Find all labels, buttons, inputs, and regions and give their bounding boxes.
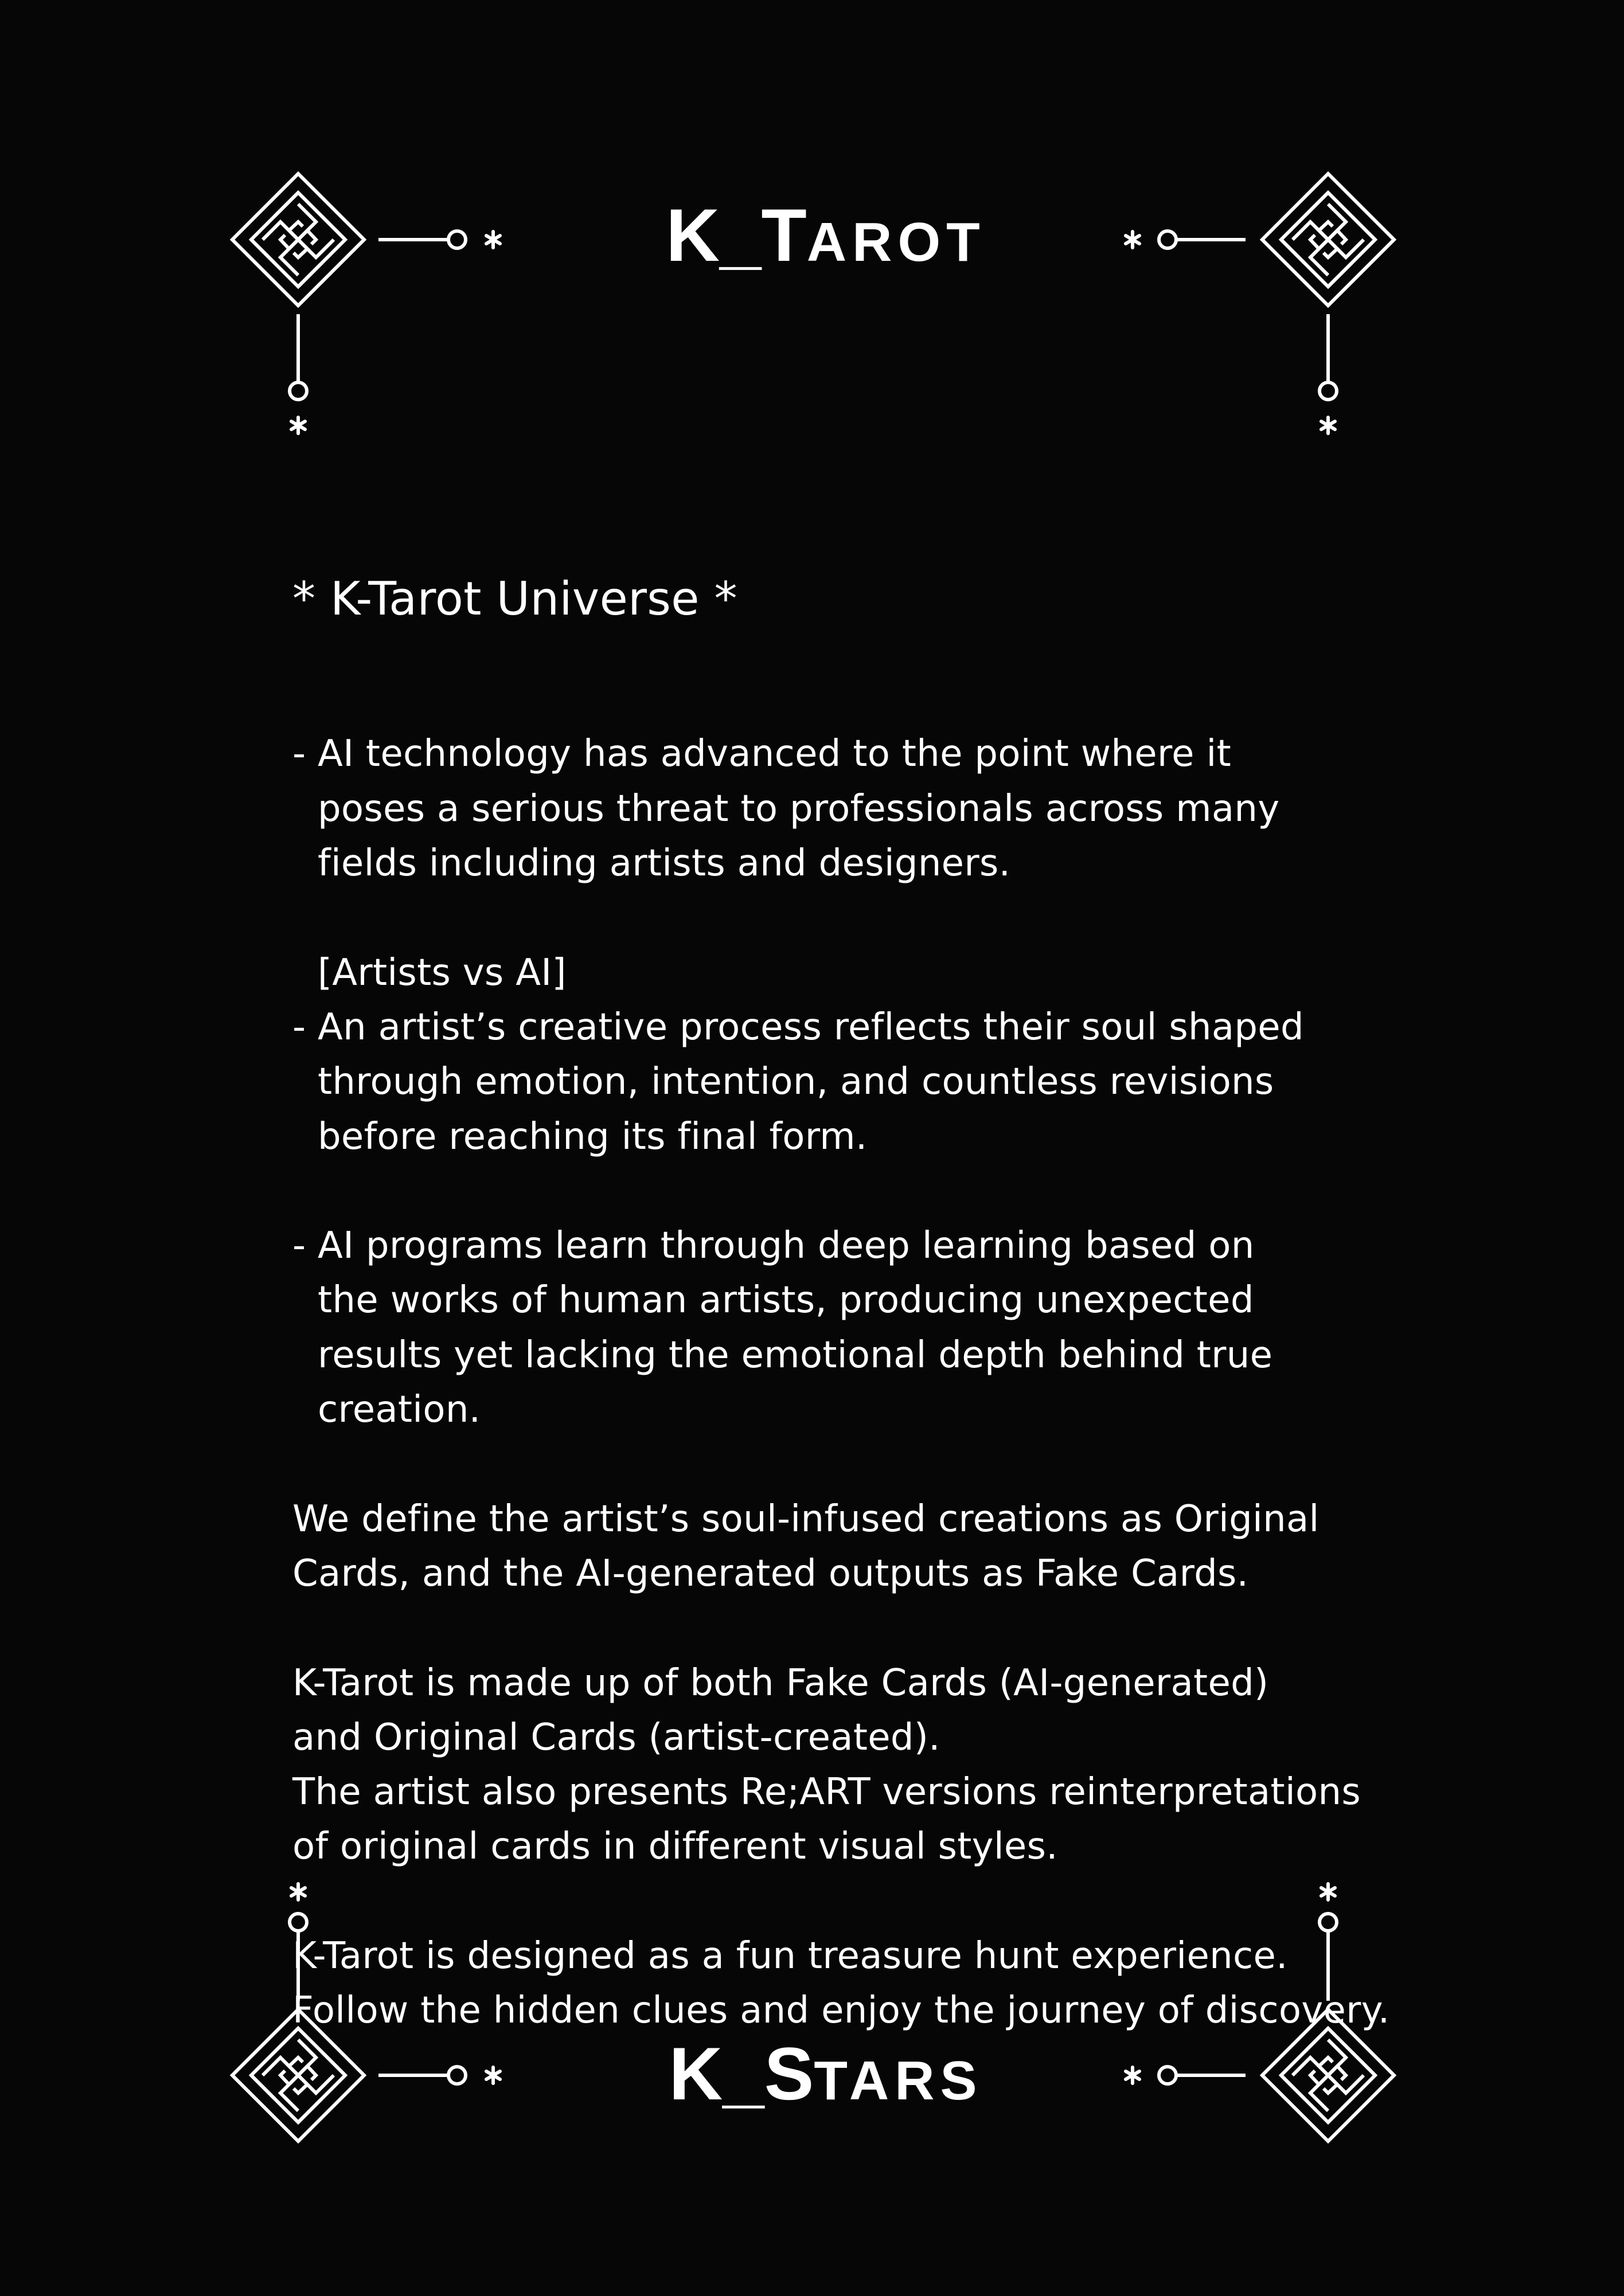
body-line: K-Tarot is made up of both Fake Cards (AI-generated) (292, 1661, 1269, 1704)
asterisk-icon (1126, 2067, 1139, 2083)
body-line: We define the artist’s soul-infused creations as Original (292, 1497, 1320, 1540)
body-line: K-Tarot is designed as a fun treasure hunt experience. (292, 1935, 1288, 1978)
body-line: - AI programs learn through deep learning based on (292, 1225, 1255, 1268)
body-line: - AI technology has advanced to the point where it (292, 733, 1231, 776)
title-initial: K (666, 193, 720, 277)
asterisk-icon (1126, 232, 1139, 248)
asterisk-icon (486, 232, 500, 248)
knot-icon (1262, 2009, 1394, 2141)
body-line: - An artist’s creative process reflects their soul shaped (292, 1006, 1304, 1049)
title-word-initial: T (761, 193, 807, 277)
body-line: The artist also presents Re;ART versions reinterpretations (292, 1771, 1361, 1814)
knot-icon (232, 2009, 364, 2141)
blank-line (292, 1437, 1497, 1492)
body-line: creation. (318, 1388, 481, 1431)
asterisk-icon (1321, 1884, 1335, 1900)
section-heading: * K-Tarot Universe * (292, 572, 737, 625)
body-line: results yet lacking the emotional depth behind true (318, 1333, 1273, 1376)
body-line: through emotion, intention, and countless revisions (318, 1061, 1274, 1104)
page-title (573, 192, 1078, 278)
body-line: of original cards in different visual styles. (292, 1825, 1058, 1868)
footer-title (573, 2028, 1078, 2119)
knot-icon (232, 174, 364, 306)
asterisk-icon (486, 2067, 500, 2083)
footer-title-word-initial: S (764, 2032, 814, 2115)
footer-title-initial: K (669, 2032, 723, 2115)
asterisk-icon (291, 417, 305, 433)
body-line: Follow the hidden clues and enjoy the journey of discovery. (292, 1989, 1390, 2032)
footer-title-word-rest: TARS (814, 2050, 983, 2111)
body-line: and Original Cards (artist-created). (292, 1716, 940, 1759)
asterisk-icon (291, 1884, 305, 1900)
body-line: fields including artists and designers. (318, 842, 1011, 885)
title-word-rest: AROT (806, 212, 986, 273)
knot-icon (1262, 174, 1394, 306)
body-line: [Artists vs AI] (318, 951, 567, 994)
body-line: poses a serious threat to professionals across many (318, 787, 1280, 830)
footer-title-separator: _ (723, 2032, 764, 2115)
body-line: the works of human artists, producing unexpected (318, 1279, 1254, 1322)
body-line: Cards, and the AI-generated outputs as Fake Cards. (292, 1552, 1249, 1595)
blank-line (292, 1601, 1497, 1656)
asterisk-icon (1321, 417, 1335, 433)
body-line: before reaching its final form. (318, 1115, 868, 1158)
blank-line (292, 891, 1497, 945)
title-separator: _ (720, 193, 762, 277)
blank-line (292, 1164, 1497, 1219)
